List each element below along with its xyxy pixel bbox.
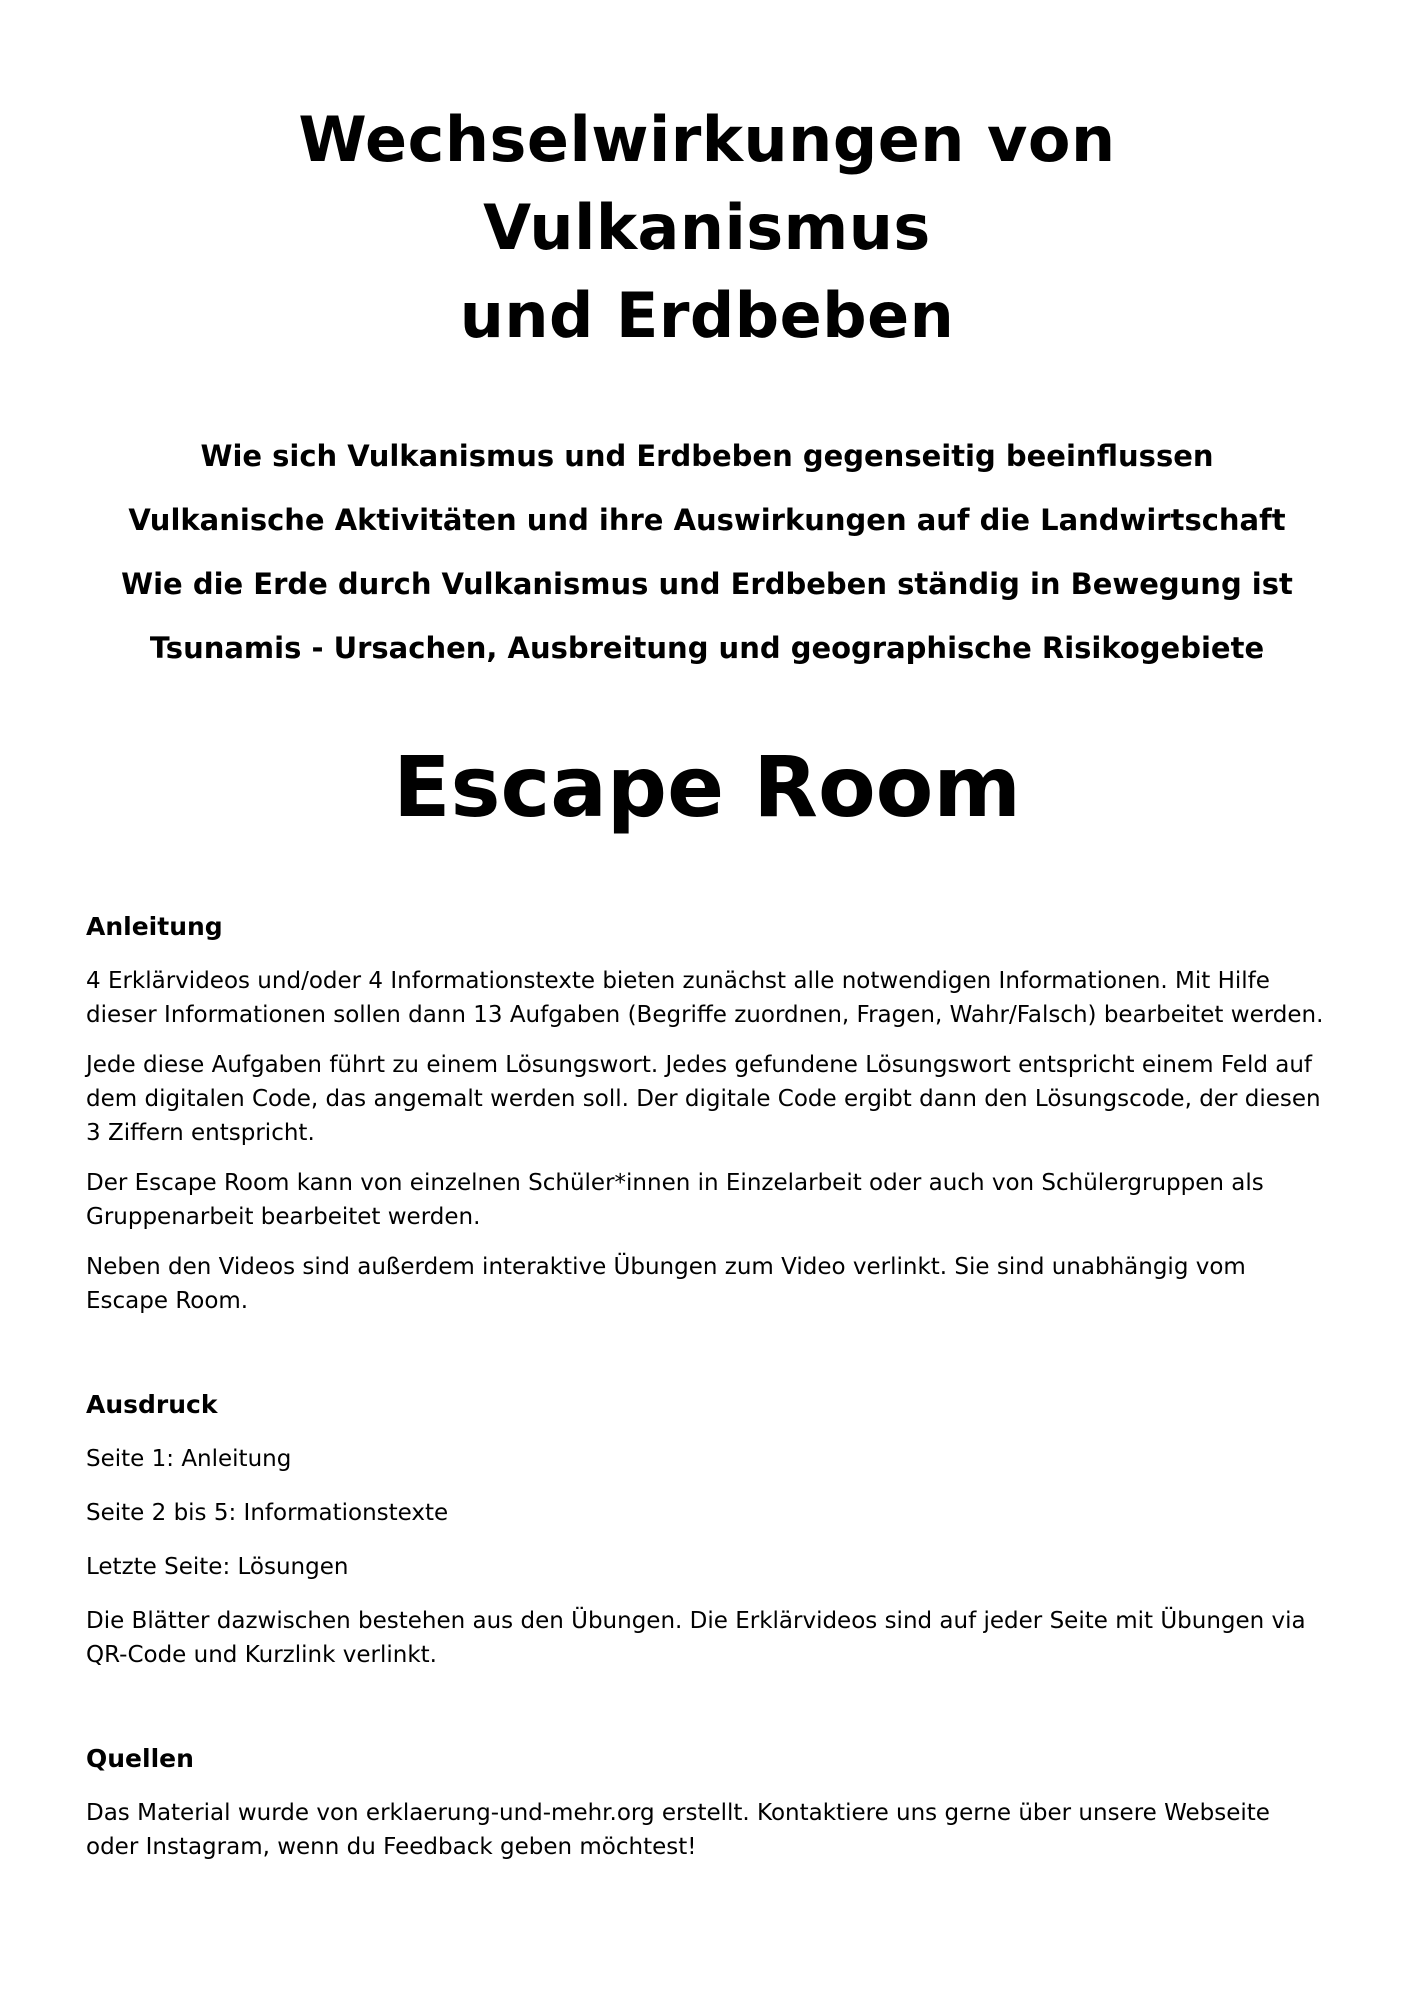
topic-subtitle: Vulkanische Aktivitäten und ihre Auswirkungen auf die Landwirtschaft xyxy=(128,503,1286,537)
page-title-line-2: und Erdbeben xyxy=(459,279,955,352)
page-title-line-1: Wechselwirkungen von Vulkanismus xyxy=(298,103,1116,264)
anleitung-paragraph: Jede diese Aufgaben führt zu einem Lösungswort. Jedes gefundene Lösungswort entspricht einem Feld auf dem digitalen Code, das angemalt werden soll. Der digitale Code ergibt dann den Lösungscode, der diesen 3 Ziffern entspricht. xyxy=(86,1052,1321,1146)
ausdruck-item: Seite 2 bis 5: Informationstexte xyxy=(86,1500,449,1526)
section-heading-quellen: Quellen xyxy=(86,1744,194,1773)
topic-subtitle: Wie die Erde durch Vulkanismus und Erdbeben ständig in Bewegung ist xyxy=(121,567,1293,601)
section-quellen xyxy=(86,1742,1328,1864)
escape-room-title: Escape Room xyxy=(393,738,1021,836)
anleitung-paragraph: 4 Erklärvideos und/oder 4 Informationstexte bieten zunächst alle notwendigen Informationen. Mit Hilfe dieser Informationen sollen dann 13 Aufgaben (Begriffe zuordnen, Fragen, Wahr/Falsch) bearbeitet werden. xyxy=(86,968,1324,1028)
ausdruck-item: Letzte Seite: Lösungen xyxy=(86,1554,349,1580)
section-heading-anleitung: Anleitung xyxy=(86,912,223,941)
anleitung-paragraph: Neben den Videos sind außerdem interaktive Übungen zum Video verlinkt. Sie sind unabhängig vom Escape Room. xyxy=(86,1254,1246,1314)
topic-subtitle: Wie sich Vulkanismus und Erdbeben gegenseitig beeinflussen xyxy=(200,439,1214,473)
section-heading-ausdruck: Ausdruck xyxy=(86,1390,218,1419)
page-title xyxy=(86,0,1328,360)
topic-subtitle: Tsunamis - Ursachen, Ausbreitung und geographische Risikogebiete xyxy=(149,631,1265,665)
topic-subtitles xyxy=(86,424,1328,680)
quellen-text: Das Material wurde von erklaerung-und-mehr.org erstellt. Kontaktiere uns gerne über unsere Webseite oder Instagram, wenn du Feedback geben möchtest! xyxy=(86,1800,1270,1860)
section-ausdruck xyxy=(86,1388,1328,1672)
anleitung-paragraph: Der Escape Room kann von einzelnen Schüler*innen in Einzelarbeit oder auch von Schülergruppen als Gruppenarbeit bearbeitet werden. xyxy=(86,1170,1264,1230)
ausdruck-item: Seite 1: Anleitung xyxy=(86,1446,292,1472)
ausdruck-item: Die Blätter dazwischen bestehen aus den Übungen. Die Erklärvideos sind auf jeder Seite mit Übungen via QR-Code und Kurzlink verlinkt. xyxy=(86,1608,1306,1668)
section-anleitung xyxy=(86,910,1328,1318)
